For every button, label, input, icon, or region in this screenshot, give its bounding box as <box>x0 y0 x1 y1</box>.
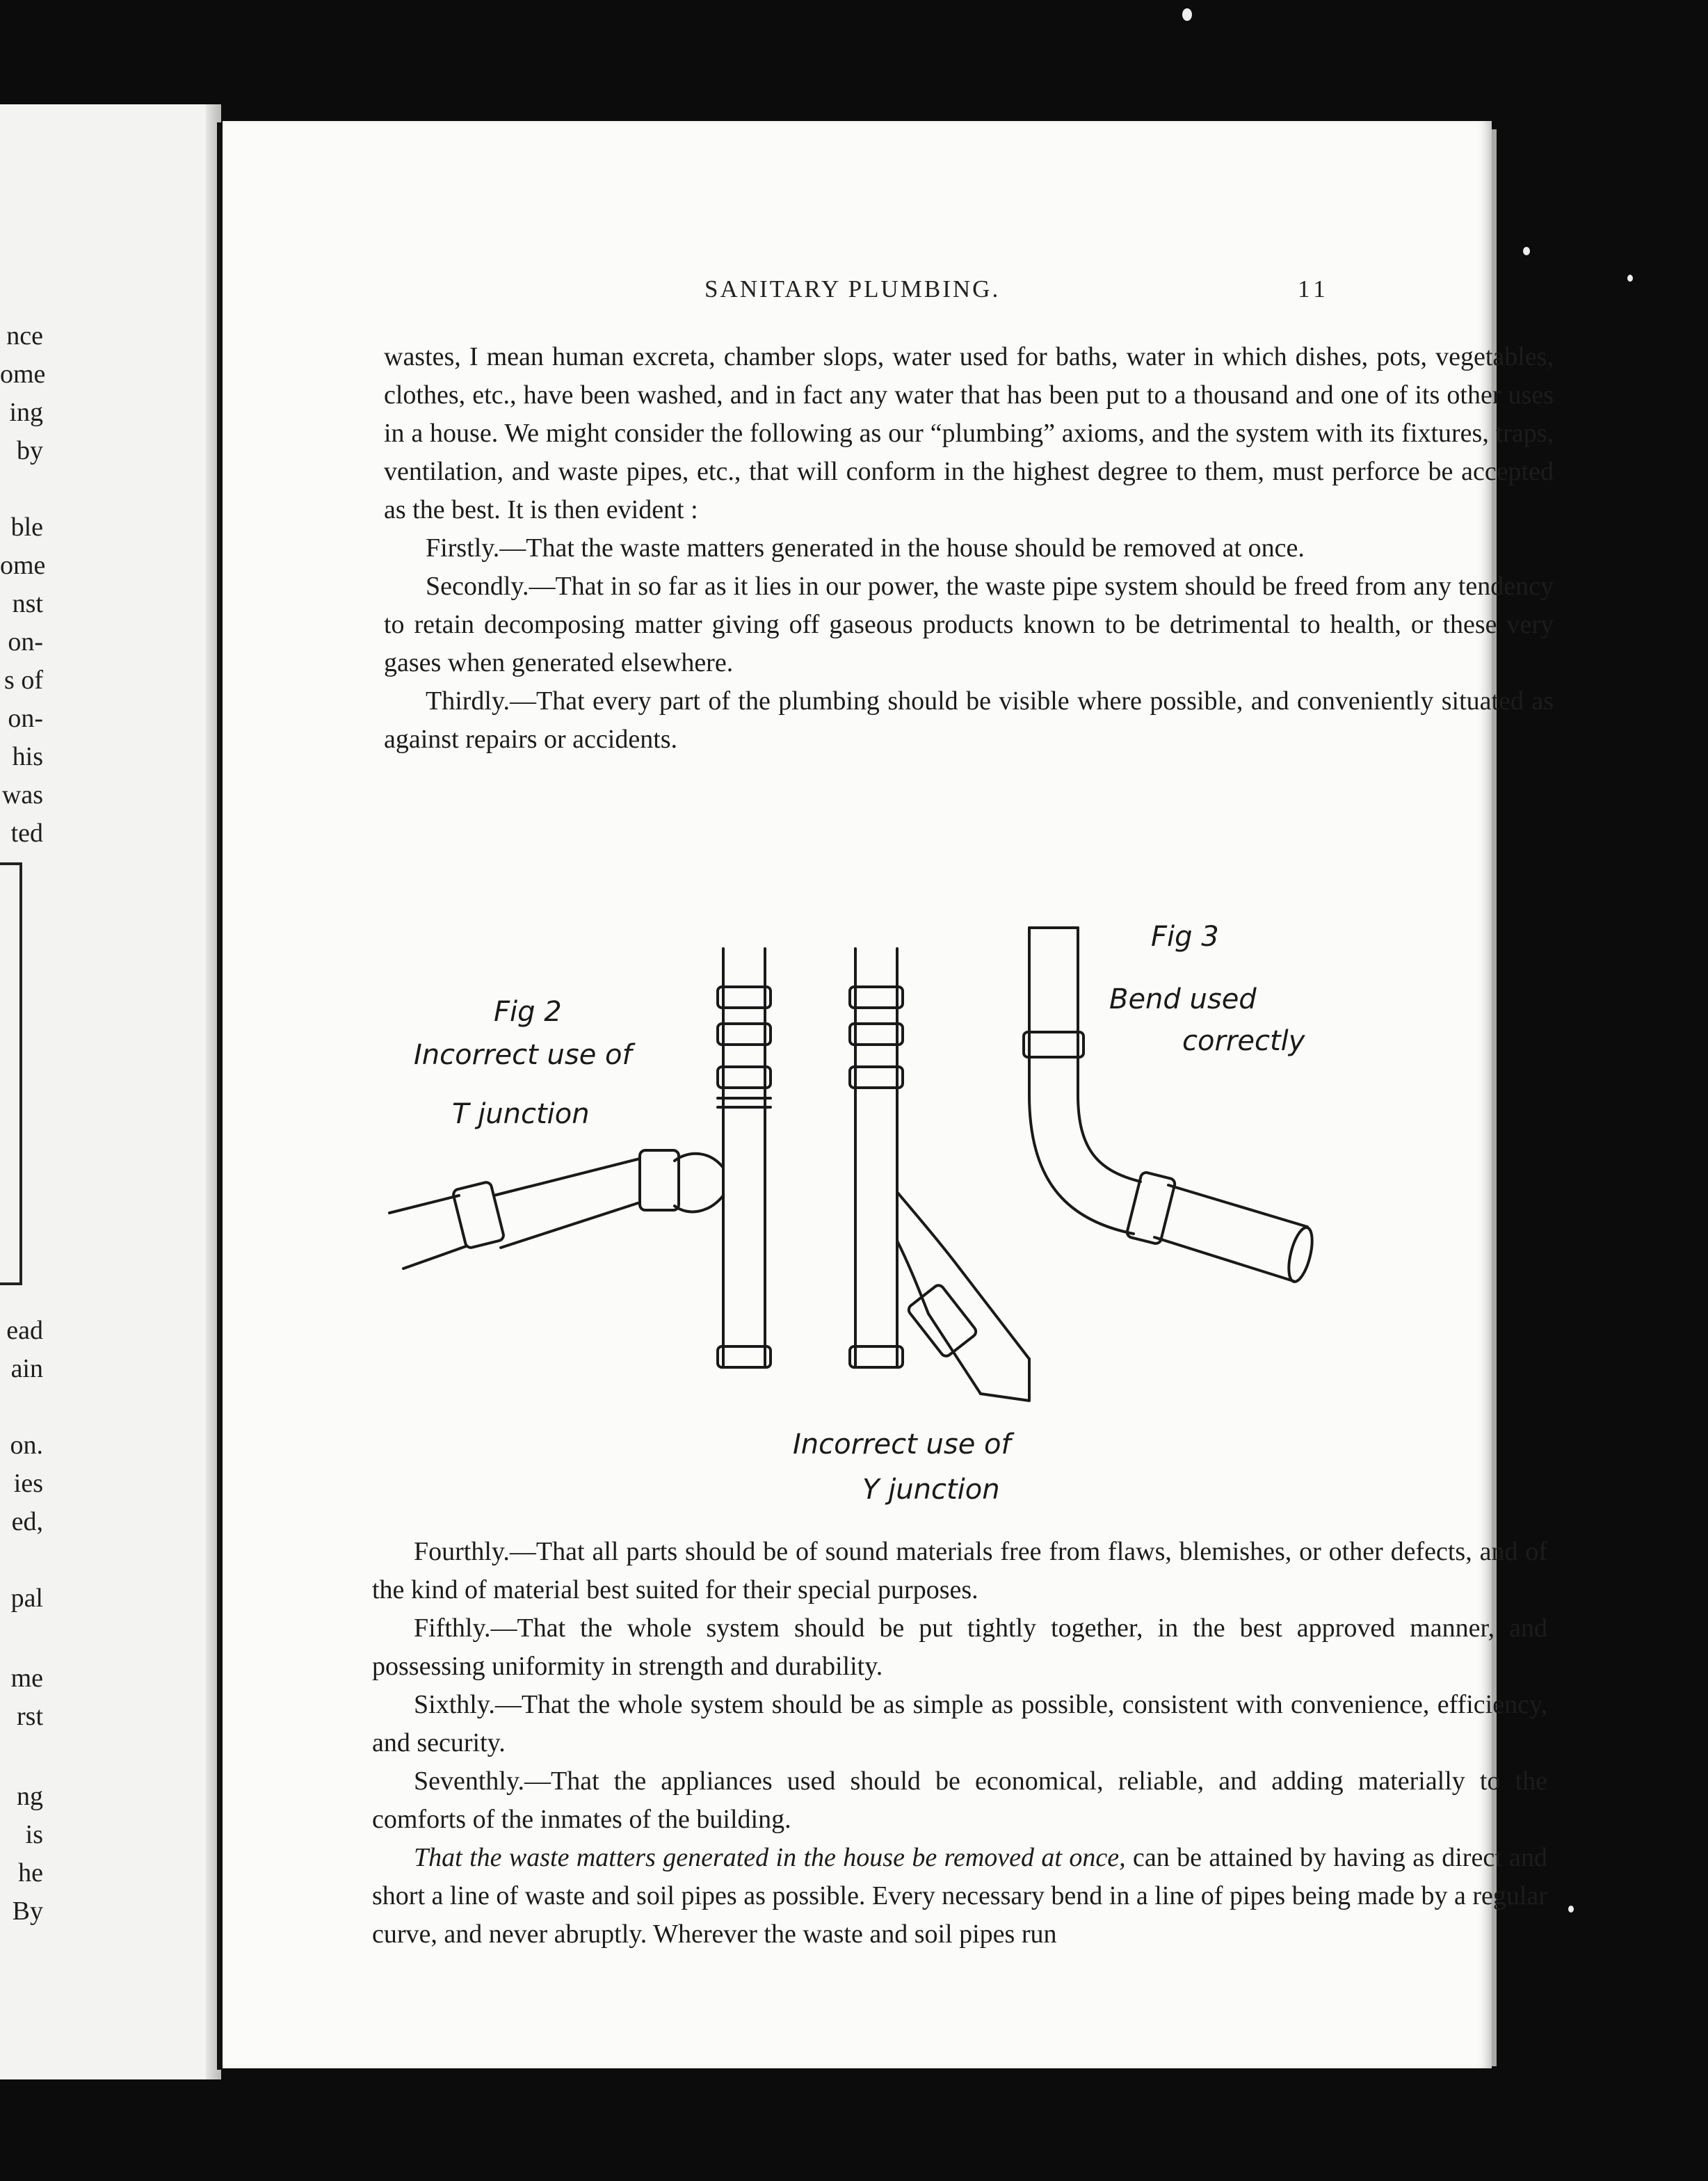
scan-speck <box>1568 1906 1574 1913</box>
left-fragment: ain <box>10 1354 43 1383</box>
left-fragment: ed, <box>11 1507 43 1536</box>
axiom-paragraph: Fifthly.—That the whole system should be put tightly together, in the best approved manner, and possessing uniformity in strength and durability. <box>372 1613 1547 1681</box>
lower-text-block <box>372 1533 1547 1954</box>
axiom-paragraph: Fourthly.—That all parts should be of sound materials free from flaws, blemishes, or other defects, and of the kind of material best suited for their special purposes. <box>372 1537 1547 1604</box>
upper-text-block <box>384 338 1554 759</box>
soil-pipe-drawing-fragment <box>0 862 22 1285</box>
left-fragment: he <box>18 1858 43 1888</box>
fig2-label: Fig 2 <box>494 996 562 1028</box>
pipe-junction-figure <box>362 921 1335 1526</box>
left-page <box>0 104 221 2079</box>
axiom-paragraph: Thirdly.—That every part of the plumbing should be visible where possible, and conveniently situated as against repairs or accidents. <box>384 686 1554 754</box>
left-fragment: ted <box>10 819 43 848</box>
left-fragment: ble <box>10 513 43 542</box>
left-fragment: pal <box>10 1584 43 1613</box>
fig3-caption-line2: correctly <box>1182 1025 1305 1057</box>
fig2-caption-line1: Incorrect use of <box>414 1039 632 1071</box>
bend-drawing <box>1024 928 1316 1284</box>
left-fragment: ng <box>17 1782 43 1811</box>
fig3-label: Fig 3 <box>1151 921 1219 953</box>
left-fragment: is <box>25 1820 43 1849</box>
axiom-paragraph: Firstly.—That the waste matters generated in the house should be removed at once. <box>426 533 1305 563</box>
closing-italic-lead: That the waste matters generated in the house be removed at once, <box>414 1843 1126 1872</box>
left-fragment: his <box>12 742 43 771</box>
left-fragment: rst <box>17 1702 43 1731</box>
closing-text: can be attained by having as direct and short a line of waste and soil pipes as possible. Every necessary bend in a line of pipes being made by a regular curve, and never abruptly. Wherever the waste and soil pipes run <box>372 1843 1548 1949</box>
y-junction-drawing <box>850 949 1029 1401</box>
left-fragment: nst <box>12 589 43 618</box>
scan-speck <box>1627 275 1633 282</box>
page-number: 11 <box>1298 275 1330 303</box>
left-fragment: on- <box>8 627 43 657</box>
left-fragment: ing <box>9 398 43 427</box>
axiom-paragraph: Seventhly.—That the appliances used should be economical, reliable, and adding materially to the comforts of the inmates of the building. <box>372 1766 1547 1834</box>
left-fragment: on. <box>10 1431 43 1460</box>
y-junction-caption-line1: Incorrect use of <box>793 1428 1011 1460</box>
left-fragment: me <box>10 1664 43 1693</box>
left-fragment: nce <box>6 321 43 351</box>
closing-paragraph <box>372 1839 1547 1954</box>
left-fragment: ome <box>0 551 46 580</box>
left-fragment: ies <box>13 1469 43 1498</box>
t-junction-drawing <box>389 949 771 1367</box>
book-spine <box>217 122 223 2070</box>
y-junction-caption-line2: Y junction <box>862 1474 1000 1506</box>
left-fragment: by <box>17 436 43 465</box>
left-fragment: ead <box>6 1316 43 1345</box>
fig3-caption-line1: Bend used <box>1109 983 1257 1015</box>
fig2-caption-line2: T junction <box>452 1098 590 1130</box>
left-fragment: s of <box>4 666 43 695</box>
scan-speck <box>1182 8 1192 21</box>
page-title: SANITARY PLUMBING. <box>704 275 1001 303</box>
scan-speck <box>1523 247 1530 255</box>
left-fragment: on- <box>8 704 43 733</box>
left-fragment: By <box>12 1897 43 1926</box>
left-fragment: was <box>1 780 43 810</box>
book-page <box>223 121 1554 2068</box>
left-fragment: ome <box>0 360 46 389</box>
axiom-paragraph: Secondly.—That in so far as it lies in our power, the waste pipe system should be freed from any tendency to retain decomposing matter giving off gaseous products known to be detrimental to health, or these very gases when generated elsewhere. <box>384 572 1554 677</box>
axiom-paragraph: Sixthly.—That the whole system should be as simple as possible, consistent with convenience, efficiency, and security. <box>372 1690 1547 1757</box>
intro-paragraph: wastes, I mean human excreta, chamber slops, water used for baths, water in which dishes, pots, vegetables, clothes, etc., have been washed, and in fact any water that has been put to a thousand and one of its other uses in a house. We might consider the following as our “plumbing” axioms, and the system with its fixtures, traps, ventilation, and waste pipes, etc., that will conform in the highest degree to them, must perforce be accepted as the best. It is then evident : <box>384 342 1554 524</box>
